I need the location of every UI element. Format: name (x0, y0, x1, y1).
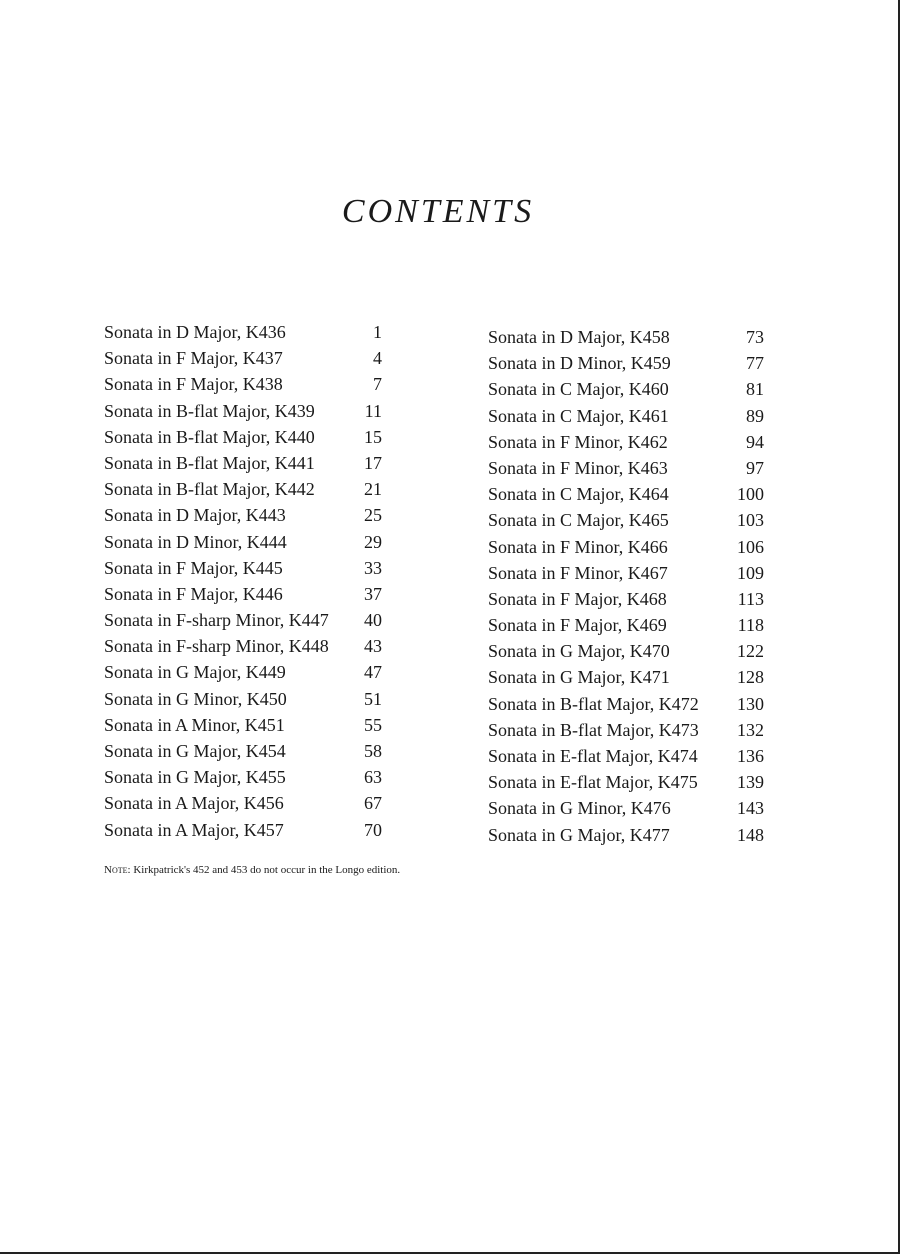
entry-page-number: 15 (364, 426, 382, 447)
entry-page-number: 103 (737, 510, 764, 531)
contents-entry (488, 664, 764, 690)
contents-entry (104, 450, 382, 476)
entry-title: Sonata in C Major, K461 (488, 405, 669, 426)
entry-page-number: 118 (737, 615, 764, 636)
contents-entry (488, 455, 764, 481)
contents-entry (104, 659, 382, 685)
contents-entry (488, 560, 764, 586)
entry-title: Sonata in F Minor, K467 (488, 562, 668, 583)
contents-entry (104, 502, 382, 528)
entry-page-number: 97 (746, 457, 764, 478)
entry-page-number: 139 (737, 772, 764, 793)
entry-title: Sonata in A Major, K456 (104, 793, 284, 814)
entry-title: Sonata in G Major, K477 (488, 824, 670, 845)
entry-title: Sonata in F Major, K438 (104, 374, 283, 395)
entry-page-number: 43 (364, 636, 382, 657)
entry-title: Sonata in C Major, K464 (488, 484, 669, 505)
entry-title: Sonata in G Major, K454 (104, 741, 286, 761)
entry-page-number: 122 (737, 641, 764, 662)
contents-entry (488, 717, 764, 743)
entry-title: Sonata in G Major, K470 (488, 641, 670, 662)
entry-page-number: 132 (737, 719, 764, 740)
entry-title: Sonata in D Major, K436 (104, 322, 286, 342)
entry-page-number: 148 (737, 824, 764, 845)
contents-entry (488, 769, 764, 795)
entry-title: Sonata in B-flat Major, K441 (104, 452, 315, 473)
entry-title: Sonata in A Major, K457 (104, 819, 284, 840)
entry-page-number: 63 (364, 767, 382, 788)
contents-entry (488, 350, 764, 376)
contents-entry (488, 376, 764, 402)
entry-page-number: 100 (737, 484, 764, 505)
entry-title: Sonata in B-flat Major, K440 (104, 426, 315, 447)
contents-entry (488, 638, 764, 664)
entry-title: Sonata in D Major, K443 (104, 505, 286, 526)
entry-title: Sonata in E-flat Major, K475 (488, 772, 698, 793)
entry-page-number: 70 (364, 819, 382, 840)
contents-column-left (104, 319, 382, 843)
entry-page-number: 136 (737, 746, 764, 766)
contents-entry (488, 507, 764, 533)
entry-title: Sonata in D Major, K458 (488, 327, 670, 347)
entry-page-number: 73 (746, 327, 764, 347)
entry-title: Sonata in F-sharp Minor, K448 (104, 636, 329, 657)
contents-entry (488, 481, 764, 507)
entry-title: Sonata in F-sharp Minor, K447 (104, 610, 329, 631)
entry-page-number: 143 (737, 798, 764, 819)
contents-entry (488, 795, 764, 821)
contents-entry (104, 424, 382, 450)
entry-title: Sonata in F Minor, K466 (488, 536, 668, 557)
entry-title: Sonata in C Major, K465 (488, 510, 669, 531)
contents-entry (104, 319, 382, 345)
entry-title: Sonata in F Major, K437 (104, 348, 283, 369)
entry-page-number: 77 (746, 353, 764, 374)
contents-entry (488, 534, 764, 560)
entry-title: Sonata in G Major, K449 (104, 662, 286, 683)
contents-entry (104, 529, 382, 555)
entry-title: Sonata in F Minor, K463 (488, 457, 668, 478)
entry-title: Sonata in G Minor, K476 (488, 798, 671, 819)
entry-page-number: 130 (737, 693, 764, 714)
contents-entry (104, 633, 382, 659)
entry-page-number: 109 (737, 562, 764, 583)
entry-page-number: 106 (737, 536, 764, 557)
contents-entry (104, 764, 382, 790)
entry-page-number: 51 (364, 688, 382, 709)
contents-entry (104, 607, 382, 633)
entry-page-number: 33 (364, 557, 382, 578)
entry-title: Sonata in A Minor, K451 (104, 714, 285, 735)
entry-title: Sonata in E-flat Major, K474 (488, 746, 698, 766)
entry-page-number: 67 (364, 793, 382, 814)
contents-entry (488, 429, 764, 455)
entry-page-number: 7 (373, 374, 382, 395)
entry-title: Sonata in F Major, K445 (104, 557, 283, 578)
contents-entry (104, 686, 382, 712)
contents-entry (488, 403, 764, 429)
entry-page-number: 4 (373, 348, 382, 369)
entry-title: Sonata in G Minor, K450 (104, 688, 287, 709)
entry-title: Sonata in D Minor, K459 (488, 353, 671, 374)
contents-entry (104, 371, 382, 397)
entry-page-number: 25 (364, 505, 382, 526)
contents-entry (488, 691, 764, 717)
entry-page-number: 17 (364, 452, 382, 473)
entry-title: Sonata in F Major, K469 (488, 615, 667, 636)
page-title: CONTENTS (341, 192, 535, 230)
entry-page-number: 40 (364, 610, 382, 631)
entry-page-number: 81 (746, 379, 764, 400)
contents-entry (104, 712, 382, 738)
entry-page-number: 58 (364, 741, 382, 761)
contents-entry (104, 345, 382, 371)
footnote-label: Note: (104, 864, 131, 876)
entry-title: Sonata in G Major, K455 (104, 767, 286, 788)
entry-page-number: 128 (737, 667, 764, 688)
entry-page-number: 113 (737, 588, 764, 609)
contents-entry (104, 555, 382, 581)
entry-title: Sonata in B-flat Major, K439 (104, 400, 315, 421)
entry-page-number: 55 (364, 714, 382, 735)
entry-title: Sonata in D Minor, K444 (104, 531, 287, 552)
entry-title: Sonata in B-flat Major, K442 (104, 479, 315, 500)
contents-entry (104, 581, 382, 607)
entry-title: Sonata in B-flat Major, K472 (488, 693, 699, 714)
contents-entry (104, 476, 382, 502)
contents-entry (104, 398, 382, 424)
footnote (104, 864, 400, 876)
entry-page-number: 1 (373, 322, 382, 342)
entry-page-number: 37 (364, 583, 382, 604)
contents-entry (104, 817, 382, 843)
entry-title: Sonata in F Minor, K462 (488, 431, 668, 452)
entry-title: Sonata in F Major, K446 (104, 583, 283, 604)
contents-entry (488, 324, 764, 350)
entry-page-number: 47 (364, 662, 382, 683)
entry-page-number: 21 (364, 479, 382, 500)
entry-page-number: 94 (746, 431, 764, 452)
contents-entry (488, 586, 764, 612)
contents-entry (488, 612, 764, 638)
entry-page-number: 29 (364, 531, 382, 552)
contents-entry (488, 743, 764, 769)
entry-page-number: 89 (746, 405, 764, 426)
entry-title: Sonata in G Major, K471 (488, 667, 670, 688)
contents-entry (104, 790, 382, 816)
entry-title: Sonata in F Major, K468 (488, 588, 667, 609)
entry-title: Sonata in C Major, K460 (488, 379, 669, 400)
entry-page-number: 11 (364, 400, 382, 421)
contents-column-right (488, 324, 764, 848)
entry-title: Sonata in B-flat Major, K473 (488, 719, 699, 740)
contents-entry (104, 738, 382, 764)
contents-entry (488, 822, 764, 848)
footnote-text: Kirkpatrick's 452 and 453 do not occur in the Longo edition. (130, 864, 401, 876)
